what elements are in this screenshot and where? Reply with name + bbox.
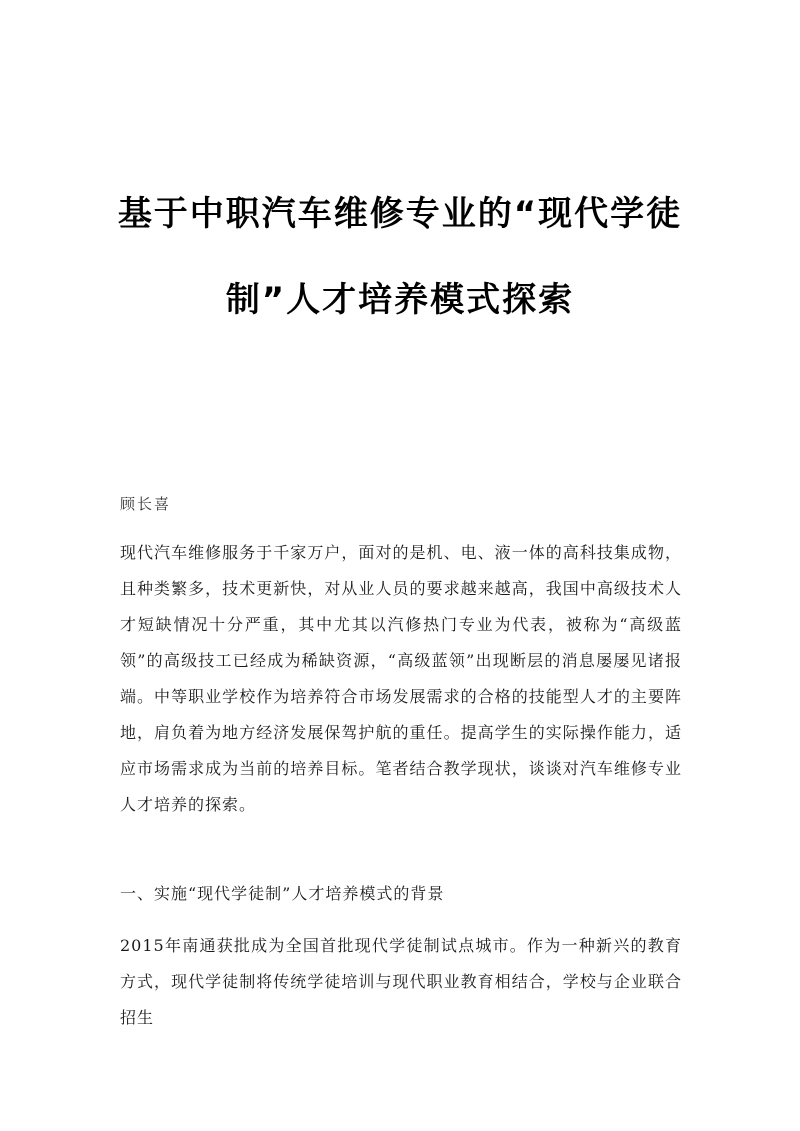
- section-heading-background: 一、实施“现代学徒制”人才培养模式的背景: [120, 884, 445, 903]
- body-paragraph-intro: 现代汽车维修服务于千家万户，面对的是机、电、液一体的高科技集成物，且种类繁多，技术更新快，对从业人员的要求越来越高，我国中高级技术人才短缺情况十分严重，其中尤其以汽修热门专业为代表，被称为“高级蓝领”的高级技工已经成为稀缺资源，“高级蓝领”出现断层的消息屡屡见诸报端。中等职业学校作为培养符合市场发展需求的合格的技能型人才的主要阵地，肩负着为地方经济发展保驾护航的重任。提高学生的实际操作能力，适应市场需求成为当前的培养目标。笔者结合教学现状，谈谈对汽车维修专业人才培养的探索。: [120, 543, 682, 814]
- author-name: 顾长喜: [120, 495, 172, 513]
- document-title-line-1: 基于中职汽车维修专业的“现代学徒: [117, 194, 683, 234]
- body-paragraph-background: 2015年南通获批成为全国首批现代学徒制试点城市。作为一种新兴的教育方式，现代学徒制将传统学徒培训与现代职业教育相结合，学校与企业联合招生: [120, 936, 682, 1027]
- document-title-line-2: 制”人才培养模式探索: [225, 280, 575, 320]
